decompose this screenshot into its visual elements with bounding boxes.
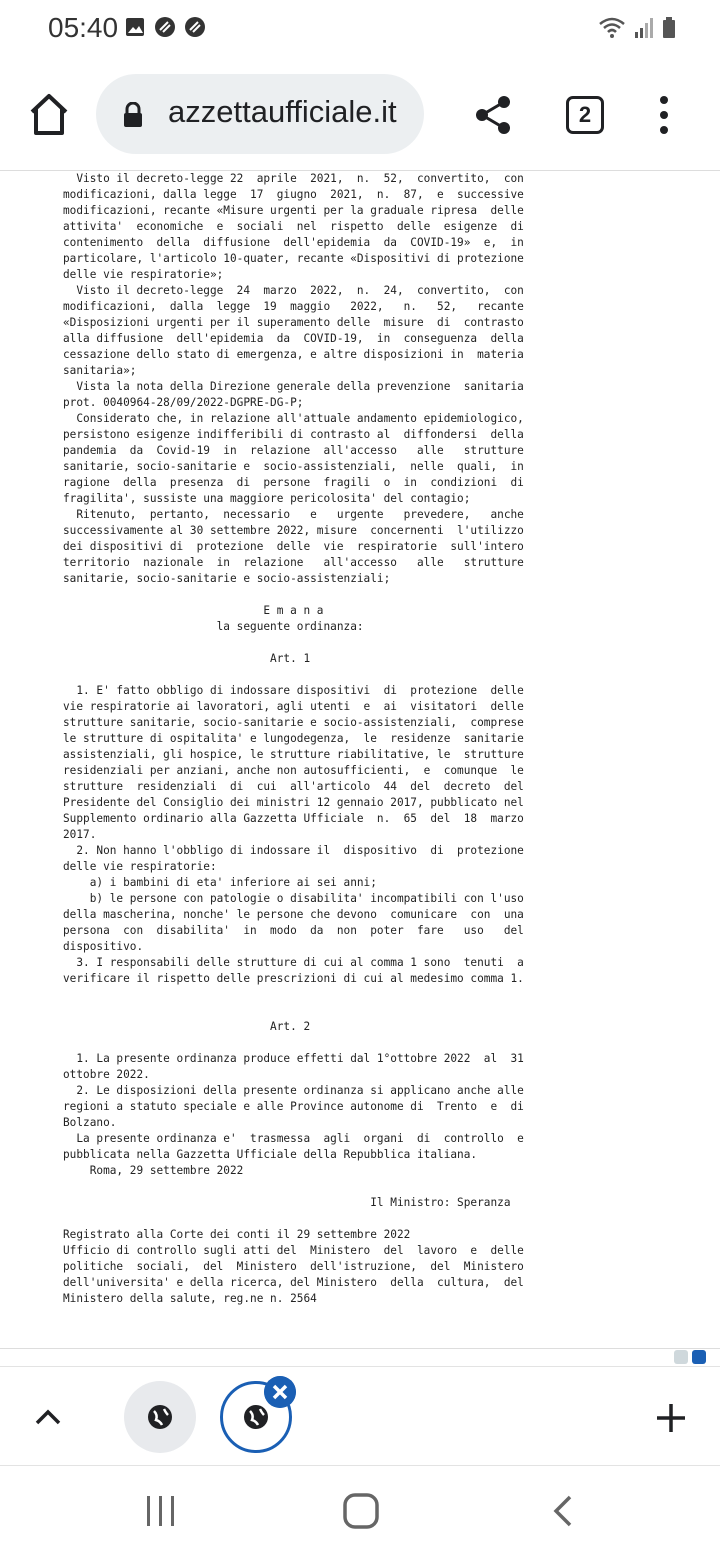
tab-strip: [0, 1366, 720, 1466]
document-line: Considerato che, in relazione all'attuale andamento epidemiologico,: [63, 412, 524, 425]
tab-1[interactable]: [124, 1381, 196, 1453]
plus-icon[interactable]: [654, 1401, 688, 1435]
document-line: E m a n a: [63, 604, 324, 617]
document-line: vie respiratorie ai lavoratori, agli utenti e ai visitatori delle: [63, 700, 524, 713]
chevron-up-icon[interactable]: [32, 1401, 64, 1433]
document-line: delle vie respiratorie»;: [63, 268, 224, 281]
battery-icon: [662, 17, 676, 39]
document-line: Ritenuto, pertanto, necessario e urgente prevedere, anche: [63, 508, 524, 521]
document-line: modificazioni, recante «Misure urgenti per la graduale ripresa delle: [63, 204, 524, 217]
document-line: pandemia da Covid-19 in relazione all'accesso alle strutture: [63, 444, 524, 457]
document-line: la seguente ordinanza:: [63, 620, 364, 633]
wifi-icon: [598, 16, 626, 40]
document-line: della mascherina, nonche' le persone che devono comunicare con una: [63, 908, 524, 921]
nav-home-icon[interactable]: [342, 1492, 380, 1530]
document-line: contenimento della diffusione dell'epidemia da COVID-19» e, in: [63, 236, 524, 249]
document-line: cessazione dello stato di emergenza, e altre disposizioni in materia: [63, 348, 524, 361]
document-line: sanitarie, socio-sanitarie e socio-assistenziali, nelle quali, in: [63, 460, 524, 473]
system-nav-bar: [0, 1466, 720, 1560]
document-line: Bolzano.: [63, 1116, 117, 1129]
document-line: dispositivo.: [63, 940, 144, 953]
document-line: dell'universita' e della ricerca, del Ministero della cultura, del: [63, 1276, 524, 1289]
home-icon[interactable]: [24, 90, 74, 140]
signal-icon: [634, 17, 654, 39]
url-text[interactable]: azzettaufficiale.it: [168, 94, 397, 129]
globe-icon-active: [242, 1403, 270, 1431]
document-line: Visto il decreto-legge 22 aprile 2021, n. 52, convertito, con: [63, 172, 524, 185]
image-notification-icon: [124, 16, 146, 38]
ad-close-icon[interactable]: [692, 1350, 706, 1364]
document-line: politiche sociali, del Ministero dell'istruzione, del Ministero: [63, 1260, 524, 1273]
document-line: particolare, l'articolo 10-quater, recante «Dispositivi di protezione: [63, 252, 524, 265]
document-line: Visto il decreto-legge 24 marzo 2022, n. 24, convertito, con: [63, 284, 524, 297]
document-line: La presente ordinanza e' trasmessa agli organi di controllo e: [63, 1132, 524, 1145]
document-line: [63, 1035, 539, 1051]
document-line: Vista la nota della Direzione generale della prevenzione sanitaria: [63, 380, 524, 393]
document-line: residenziali per anziani, anche non autosufficienti, e comunque le: [63, 764, 524, 777]
document-text: [63, 171, 539, 1307]
document-line: b) le persone con patologie o disabilita' incompatibili con l'uso: [63, 892, 524, 905]
content-divider: [0, 1348, 720, 1349]
sync-off-icon-2: [184, 16, 206, 38]
url-bar[interactable]: [96, 74, 424, 154]
document-line: Supplemento ordinario alla Gazzetta Ufficiale n. 65 del 18 marzo: [63, 812, 524, 825]
document-line: sanitarie, socio-sanitarie e socio-assistenziali;: [63, 572, 391, 585]
ad-info-icon[interactable]: [674, 1350, 688, 1364]
document-line: 2017.: [63, 828, 97, 841]
document-line: alla diffusione dell'epidemia da COVID-19, in conseguenza della: [63, 332, 524, 345]
document-line: ottobre 2022.: [63, 1068, 150, 1081]
tab-switcher-button[interactable]: 2: [566, 96, 604, 134]
document-line: Roma, 29 settembre 2022: [63, 1164, 244, 1177]
page-content[interactable]: [0, 171, 720, 1349]
document-line: 3. I responsabili delle strutture di cui al comma 1 sono tenuti a: [63, 956, 524, 969]
ad-choice-icons: [674, 1350, 706, 1364]
document-line: [63, 667, 539, 683]
share-icon[interactable]: [472, 94, 514, 136]
globe-icon: [146, 1403, 174, 1431]
document-line: attivita' economiche e sociali nel rispetto delle esigenze di: [63, 220, 524, 233]
recent-apps-icon[interactable]: [144, 1494, 178, 1528]
close-icon[interactable]: [264, 1376, 296, 1408]
document-line: [63, 1003, 539, 1019]
document-line: strutture residenziali di cui all'articolo 44 del decreto del: [63, 780, 524, 793]
document-line: [63, 635, 539, 651]
document-line: strutture sanitarie, socio-sanitarie e socio-assistenziali, comprese: [63, 716, 524, 729]
more-vert-icon[interactable]: [652, 94, 676, 136]
document-line: ragione della presenza di persone fragili o in condizioni di: [63, 476, 524, 489]
document-line: Art. 1: [63, 652, 311, 665]
document-line: pubblicata nella Gazzetta Ufficiale della Repubblica italiana.: [63, 1148, 478, 1161]
document-line: a) i bambini di eta' inferiore ai sei anni;: [63, 876, 377, 889]
document-line: 2. Non hanno l'obbligo di indossare il dispositivo di protezione: [63, 844, 524, 857]
document-line: [63, 587, 539, 603]
document-line: prot. 0040964-28/09/2022-DGPRE-DG-P;: [63, 396, 304, 409]
document-line: verificare il rispetto delle prescrizioni di cui al medesimo comma 1.: [63, 972, 524, 985]
browser-toolbar: [0, 60, 720, 171]
document-line: successivamente al 30 settembre 2022, misure concernenti l'utilizzo: [63, 524, 524, 537]
document-line: Presidente del Consiglio dei ministri 12 gennaio 2017, pubblicato nel: [63, 796, 524, 809]
document-line: regioni a statuto speciale e alle Province autonome di Trento e di: [63, 1100, 524, 1113]
document-line: [63, 987, 539, 1003]
document-line: assistenziali, gli hospice, le strutture riabilitative, le strutture: [63, 748, 524, 761]
document-line: Ministero della salute, reg.ne n. 2564: [63, 1292, 317, 1305]
document-line: persistono esigenze indifferibili di contrasto al diffondersi della: [63, 428, 524, 441]
document-line: le strutture di ospitalita' e lungodegenza, le residenze sanitarie: [63, 732, 524, 745]
status-bar: [0, 0, 720, 60]
document-line: 2. Le disposizioni della presente ordinanza si applicano anche alle: [63, 1084, 524, 1097]
status-time: 05:40: [48, 12, 119, 43]
document-line: delle vie respiratorie:: [63, 860, 217, 873]
document-line: Art. 2: [63, 1020, 311, 1033]
lock-icon[interactable]: [122, 102, 144, 128]
document-line: fragilita', sussiste una maggiore pericolosita' del contagio;: [63, 492, 471, 505]
document-line: modificazioni, dalla legge 17 giugno 2021, n. 87, e successive: [63, 188, 524, 201]
document-line: persona con disabilita' in modo da non poter fare uso del: [63, 924, 524, 937]
notification-icons: [124, 16, 206, 38]
document-line: [63, 1179, 539, 1195]
document-line: dei dispositivi di protezione delle vie respiratorie sull'intero: [63, 540, 524, 553]
document-line: 1. La presente ordinanza produce effetti dal 1°ottobre 2022 al 31: [63, 1052, 524, 1065]
document-line: [63, 1211, 539, 1227]
back-icon[interactable]: [550, 1494, 576, 1528]
document-line: sanitaria»;: [63, 364, 137, 377]
system-icons: [598, 16, 676, 40]
document-line: Registrato alla Corte dei conti il 29 settembre 2022: [63, 1228, 411, 1241]
document-line: modificazioni, dalla legge 19 maggio 2022, n. 52, recante: [63, 300, 524, 313]
document-line: territorio nazionale in relazione all'accesso alle strutture: [63, 556, 524, 569]
document-line: 1. E' fatto obbligo di indossare dispositivi di protezione delle: [63, 684, 524, 697]
document-line: «Disposizioni urgenti per il superamento delle misure di contrasto: [63, 316, 524, 329]
document-line: Ufficio di controllo sugli atti del Ministero del lavoro e delle: [63, 1244, 524, 1257]
sync-off-icon: [154, 16, 176, 38]
document-line: Il Ministro: Speranza: [63, 1196, 511, 1209]
